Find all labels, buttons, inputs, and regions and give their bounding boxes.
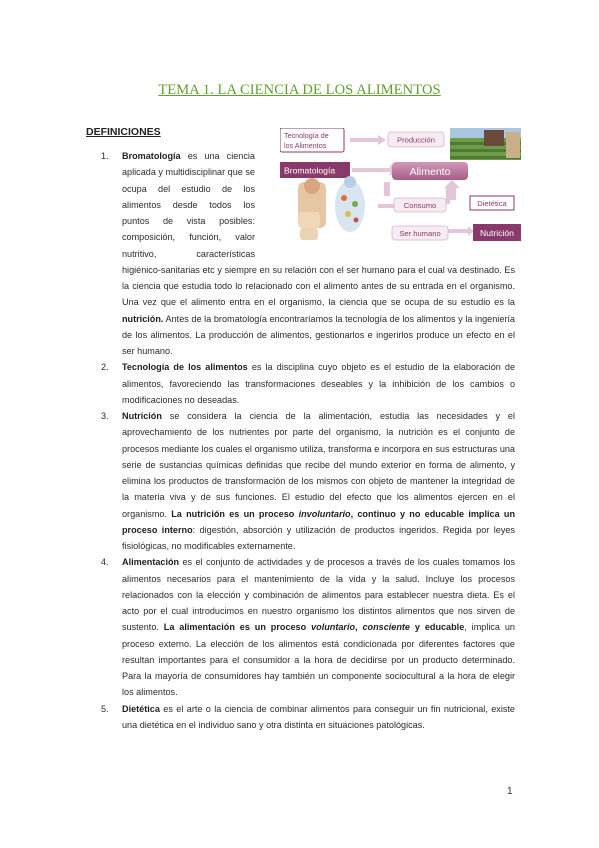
list-number: 3. xyxy=(101,411,109,421)
definition-text: Antes de la bromatología encontraríamos la tecnología de los alimentos y la ingeniería de los alimentos. La producción de alimentos, gestionarlos e ingerirlos produce un efecto en el ser humano. xyxy=(122,313,515,356)
definition-bold: nutrición. xyxy=(122,313,164,324)
definition-item-nutricion xyxy=(101,408,515,554)
definition-text: : digestión, absorción y utilización de productos ingeridos. Regida por leyes fisiológicas, no modificables externamente. xyxy=(122,524,515,551)
definitions-list xyxy=(101,148,515,733)
diagram-label-dietetica: Dietética xyxy=(477,199,507,208)
definition-text: es el conjunto de actividades y de procesos a través de los cuales tomamos los alimentos necesarios para el mantenimiento de la vida y la salud. Incluye los procesos relacionados con la elección y combinación de alimentos para establecer nuestra dieta. Es el acto por el cual introducimos en nuestro organismo los distintos alimentos que nos sirven de sustento. xyxy=(122,557,515,633)
definition-bold-italic: consciente xyxy=(362,622,410,633)
definition-bold: , xyxy=(355,622,363,633)
definition-item-dietetica xyxy=(101,701,515,734)
definition-bold: La nutrición es un proceso xyxy=(171,508,299,519)
section-heading: DEFINICIONES xyxy=(86,126,161,138)
definition-text: es el arte o la ciencia de combinar alimentos para conseguir un fin nutricional, existe una dietética en el individuo sano y otra distinta en situaciones patológicas. xyxy=(122,703,515,730)
diagram-label-consumo: Consumo xyxy=(403,201,437,210)
term-dietetica: Dietética xyxy=(122,703,160,714)
term-nutricion: Nutrición xyxy=(122,411,162,421)
diagram-label-nutricion: Nutrición xyxy=(480,228,514,238)
diagram-label-tecnologia: Tecnología de xyxy=(284,131,329,140)
produccion-pill xyxy=(388,132,444,147)
definition-text: , implica un proceso externo. La elección de los alimentos está condicionada por diferentes factores que resultan importantes para el consumidor a la hora de decidirse por un producto determinado. Para la mayoría de consumidores hay también un componente sociocultural a la hora de elegir los alimentos. xyxy=(122,622,515,698)
diagram-label-alimento: Alimento xyxy=(409,166,451,178)
list-number: 5. xyxy=(101,703,109,714)
definition-text: es la disciplina cuyo objeto es el estudio de la elaboración de alimentos, favoreciendo las transformaciones deseables y la inhibición de los cambios o modificaciones no deseadas. xyxy=(122,362,515,405)
definition-item-alimentacion xyxy=(101,554,515,700)
term-alimentacion: Alimentación xyxy=(122,557,180,568)
definition-item-tecnologia xyxy=(101,359,515,408)
svg-text:los Alimentos: los Alimentos xyxy=(284,141,327,150)
page-number: 1 xyxy=(507,786,513,797)
definition-bold-italic: voluntario xyxy=(311,622,356,633)
definition-bold: La alimentación es un proceso xyxy=(163,622,312,633)
diagram-label-bromatologia: Bromatología xyxy=(284,165,336,176)
definition-bold: , continuo y no educable implica un proceso interno xyxy=(122,508,516,535)
definition-text: se considera la ciencia de la alimentación, estudia las necesidades y el aprovechamiento de los nutrientes por parte del organismo, la nutrición es el conjunto de procesos mediante los cuales el organismo utiliza, transforma e incorpora en sus estructuras una serie de sustancias químicas definidas que recibe del mundo exterior en forma de alimento, y elimina los productos de transformación de los mismos con objeto de mantener la integridad de la materia viva y de sus funciones. El estudio del efecto que los alimentos ejercen en el organismo. xyxy=(122,411,515,519)
list-number: 2. xyxy=(101,362,109,373)
definition-bold: y educable xyxy=(409,622,465,633)
term-bromatologia: Bromatología xyxy=(122,151,181,161)
figure-wrap-space xyxy=(263,148,515,261)
diagram-label-produccion: Producción xyxy=(397,135,435,145)
list-number: 1. xyxy=(101,151,109,161)
term-tecnologia: Tecnología de los alimentos xyxy=(122,362,248,373)
definition-bold-italic: involuntario xyxy=(298,508,351,519)
document-title: TEMA 1. LA CIENCIA DE LOS ALIMENTOS xyxy=(158,82,441,98)
definition-text: es una ciencia aplicada y multidisciplinar que se ocupa del estudio de los alimentos desde todos los puntos de vista posibles: composición, función, valor nutritivo, características higiénico-sanitarias etc y siempre en su relación con el ser humano para el cual va destinado. Es la ciencia que estudia todo lo relacionado con el alimento antes de su entrada en el organismo. Una vez que el alimento entra en el organismo, la ciencia que se ocupa de su estudio es la xyxy=(122,151,515,308)
definition-item-bromatologia xyxy=(101,148,515,359)
diagram-label-ser-humano: Ser humano xyxy=(399,229,441,238)
list-number: 4. xyxy=(101,557,109,568)
